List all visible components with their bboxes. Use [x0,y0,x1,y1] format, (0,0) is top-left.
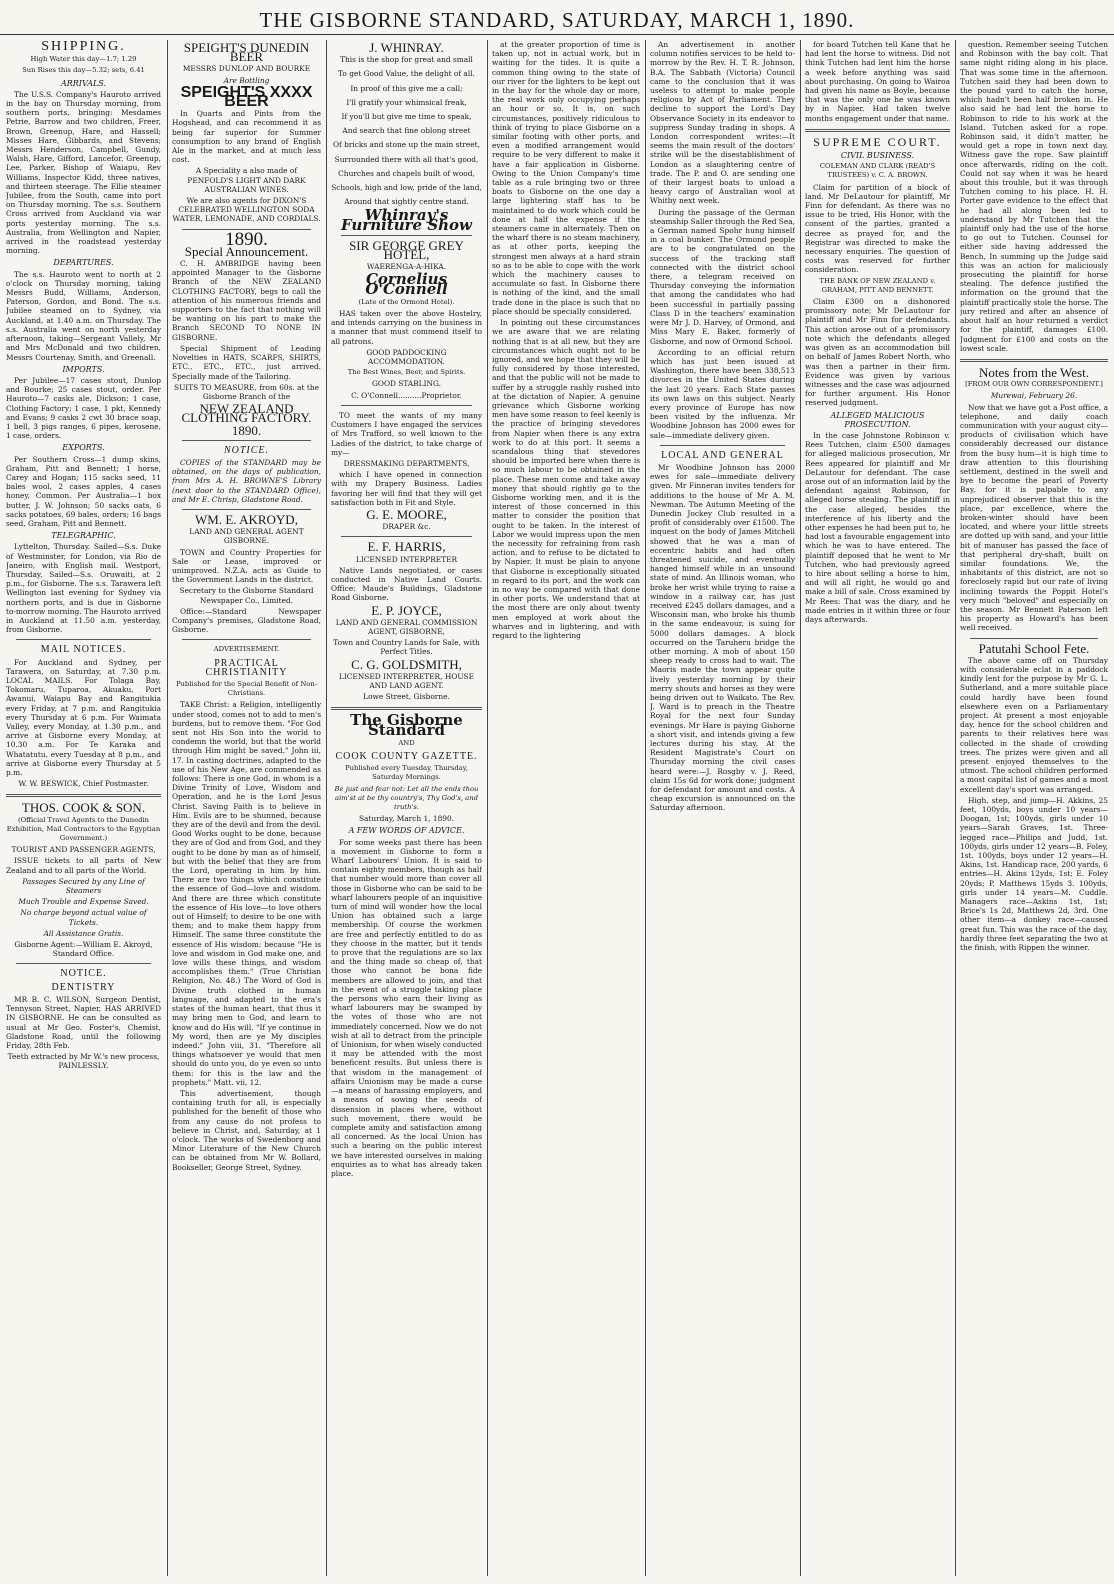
akroyd-name: WM. E. AKROYD, [195,511,298,527]
column-rule [955,40,956,1576]
dentistry-tail: Teeth extracted by Mr W.'s new process, PAINLESSLY. [7,1052,160,1071]
advice-body: For some weeks past there has been a movement in Gisborne to form a Wharf Labourers' Union. It is said to contain eighty members, though as half that number would more than cover all those in Gisborne who can be said to be wharf labourers people of an inquisitive turn of mind will wonder how the local Union has obtained such a large membership. Of course the workmen are free and perfectly entitled to do as they choose in the matter, but it tends to prove that the regulations are so lax and the thing made so cheap of, that those who cannot be bona fide members are allowed to join, and that in the event of a struggle taking place the persons who earn their living as wharf labourers may be swamped by the votes of those who are not immediately concerned. Now we do not wish at all to detract from the principle of Unionism, for when wisely conducted it may be attended with the most beneficent results. But unless there is that wisdom in the management of affairs Unionism may be made a curse—a means of harassing employers, and a means of sowing the seeds of dissension in places where, without such movement, there would be complete amity and satisfaction among all concerned. As the local Union has such a bearing on the public interest we have interested ourselves in making enquiries as to what has already taken place. [331,837,482,1178]
civil-body: Claim for partition of a block of land. Mr DeLautour for plaintiff, Mr Finn for defendant. As there was no issue to be tried, His Honor, with the consent of the parties, granted a decree as prayed for, and the Registrar was directed to make the necessary enquiries. The question of costs was reserved for further consideration. [805,182,950,275]
speight-body: In Quarts and Pints from the Hogshead, and can recommend it as being far superior for Summer consumption to any brand of English Ale in the market, and at much less cost. [172,109,321,165]
poem-line: Churches and chapels built of wood, [338,168,475,178]
column-rule [167,40,168,1576]
article-body-1: at the greater proportion of time is taken up, not in actual work, but in waiting for the tides. It is quite a common thing owing to the state of our river for the lighters to be kept out in the bay for the whole day or more, the real work only occupying perhaps an hour or so. It is, on such circumstances, positively ridiculous to think of trying to place Gisborne on a similar footing with other ports, and even a modified arrangement would require to be very different to make it have a fair application in Gisborne. Owing to the Union Company's time table as a rule bringing two or three boats to Gisborne on the one day a large lightering staff has to be maintained to do work which could be done at half the expense if the steamers came in alternately. Then on the wharf there is no steam machinery, as at other ports, keeping the strongest men always at a hard strain so as to be able to cope with the work which the machinery causes to accumulate so fast. In Gisborne there is nothing of the kind, and the small trade done in the place is such that no place should be specially considered. [492,40,640,316]
trafford-text-2: which I have opened in connection with my Drapery Business. Ladies favoring her will find that they will get satisfaction both in Fit and Style. [331,470,482,507]
speight-big-title: SPEIGHT'S XXXX BEER [180,83,313,111]
exports-heading: EXPORTS. [62,443,105,453]
notice-body: COPIES of the STANDARD may be obtained, on the days of publication, from Mrs A. H. BROWNE'S Library (next door to the STANDARD Office), and Mr E. Chrisp, Gladstone Road. [172,457,321,504]
notes-heading: Notes from the West. [979,364,1089,380]
paper-subtitle: COOK COUNTY GAZETTE. [335,750,478,762]
arrivals-heading: ARRIVALS. [60,78,107,88]
speight-heading: SPEIGHT'S DUNEDIN BEER [183,40,310,65]
paddocking: GOOD PADDOCKING ACCOMMODATION. [366,347,447,367]
news-body-3: According to an official return which has just been issued at Washington, there have been 338,513 divorces in the United States during the last 20 years. Each State passes its own laws on this subject. Nearly every province of Europe has now been visited by the influenza. Mr Woodbine Johnson has 2000 ewes for sale—immediate delivery given. [650,347,795,440]
practical-body: TAKE Christ: a Religion, intelligently under stood, comes not to add to men's burdens, but to remove them. "For God sent not His Son into the world to condemn the world, but that the world through Him might be saved." John iii, 17. In casting doctrines, adapted to the use of his New Age, are commended as follows: There is one God, in whom is a Divine Trinity of Love, Wisdom and Operation, and he is the Lord Jesus Christ. Saving Faith is to believe in Him. Evils are to be shunned, because they are of the devil and from the devil. Good Works ought to be done, because they are of God and from God, and they ought to be done by man as of himself, but with the belief that they are from the Lord, operating in him by him. There are two things which constitute the essence of God—love and wisdom. And there are three which constitute the essence of His love—to love others out of Himself; to desire to be one with them; and to make them happy from Himself. The same three constitute the essence of His wisdom: because "He is love and wisdom in God make one, and love wills these things, and wisdom accomplishes them." (True Christian Religion, No. 48.) The Word of God is Divine truth clothed in human language, and adapted to the era's states of the human heart, that thus it may bring men to God, and learn to know and do His will. "If ye continue in My word, then are ye My disciples indeed." John viii, 31. "Therefore all things whatsoever ye would that men should do unto you, do ye even so unto them: for this is the law and the prophets." Matt. vii, 12. [172,700,321,1087]
ambridge-text: C. H. AMBRIDGE having been appointed Manager to the Gisborne Branch of the NEW ZEALAND CLOTHING FACTORY, begs to call the attention of his numerous friends and supporters to the fact that nothing will be wanting on his part to make the Branch SECOND TO NONE IN GISBORNE. [172,259,321,342]
divider [16,963,151,964]
column-rule [326,40,327,1576]
masthead-title: THE GISBORNE STANDARD, SATURDAY, MARCH 1, 1890. [259,8,855,32]
departures-heading: DEPARTURES. [53,258,114,268]
goldsmith-name: C. G. GOLDSMITH, [351,656,462,672]
cook-subtitle: (Official Travel Agents to the Dunedin Exhibition, Mail Contractors to the Egyptian Government.) [6,815,161,843]
best-wines: The Best Wines, Beer, and Spirits. [347,368,466,377]
nzcf-title: NEW ZEALAND CLOTHING FACTORY. [181,401,312,426]
divider [341,405,472,406]
dressmaking: DRESSMAKING DEPARTMENTS, [343,458,470,468]
poem-line: To get Good Value, the delight of all. [338,69,475,79]
whinray-poem [331,55,482,206]
column-6 [805,40,950,1576]
speight-wines: A Speciality a also made of PENFOLD'S LIGHT AND DARK AUSTRALIAN WINES. [187,166,306,194]
speight-agents: We are also agents for DIXON'S CELEBRATED WELLINGTON SODA WATER, LEMONADE, AND CORDIALS. [172,196,321,224]
notice-heading-2: NOTICE. [223,444,270,456]
notice-heading: NOTICE. [60,968,107,980]
article-body-2: In pointing out these circumstances we are aware that we are relating nothing that is at all new, but they are circumstances which ought not to be ignored, and we hope that they will be fully considered by those interested, and that the public will not be made to suffer by a struggle rashly rushed into at the dictation of Napier. A genuine grievance which Gisborne working men have some reason to feel keenly is the practice of bringing stevedores from Napier when there is any extra work to do at this port. It seems a scandalous thing that stevedores should be imported here when there is so much labour to be obtained in the place. These men come and take away money that should rightly go to the Gisborne working men, and it is the interest of those concerned in this matter to consider the position that ought to be taken. In the interest of Labor we would impress upon the men the necessity for refraining from rash action, and to refuse to be dictated to by Napier. It must be plain to anyone that Gisborne is exceptionally situated in regard to its port, and the work can in no way be compared with that done in other ports. We understand that at the most there are only about twenty men employed at work about the wharves and in lightering, and with regard to the lightering [492,318,640,640]
column-1 [6,40,161,1576]
mail-text: For Auckland and Sydney, per Tarawera, on Saturday, at 7.30 p.m. LOCAL MAILS. For Tolaga Bay, Tokomaru, Tuparoa, Akuaku, Port Awanui, Waiapu Bay and Rangitukia every Friday, at 7 p.m. and Rangitukia every Thursday at 6 p.m. For Waimata Valley, every Monday, at 1.30 p.m., and arrive at Gisborne every Monday, at 10.30 a.m. For Te Karaka and Whatatutu, every Tuesday at 8 p.m., and arrive at Gisborne every Thursday at 5 p.m. [6,657,161,778]
dentistry-heading: DENTISTRY [51,981,116,993]
supreme-court-heading: SUPREME COURT. [813,134,942,149]
column-rule [487,40,488,1576]
goldsmith-title: LICENSED INTERPRETER, HOUSE AND LAND AGENT. [338,671,475,690]
tides-line: High Water this day—1.7; 1.29 [30,55,137,64]
cook-line-2: Much Trouble and Expense Saved. [18,897,149,907]
cook-line-1: Passages Secured by any Line of Steamers [22,876,145,896]
practical-foot: This advertisement, though containing truth for all, is especially published for the benefit of those who from any cause do not profess to believe in Christ, and, Saturday, at 1 o'clock. The works of Swedenborg and Minor Literature of the New Church can be obtained from Mr W. Bollard, Bookseller, George Street, Sydney. [172,1088,321,1172]
special-announcement: Special Announcement. [184,243,309,259]
harris-body: Native Lands negotiated, or cases conducted in Native Land Courts. Office: Maude's Buildings, Gladstone Road Gisborne. [331,565,482,603]
news-body-1: An advertisement in another column notifies services to be held to-morrow by the Rev. H. T. R. Johnson, B.A. The Sabbath (Victoria) Council came to the conclusion that it was useless to attempt to make people religious by Act of Parliament. They decline to support the Lord's Day Observance Society in its endeavor to suppress Sunday trading in shops. A London correspondent writes:—It seems the main result of the doctors' strike will be the disestablishment of London as a slaughtering centre of trade. The P. and O. are sending one of their largest boats to unload a heavy cargo of Australian wool at Whitby next week. [650,40,795,206]
moore-title: DRAPER &c. [382,522,431,532]
mail-signature: W. W. BESWICK, Chief Postmaster. [18,779,149,789]
akroyd-body: TOWN and Country Properties for Sale or Lease, improved or unimproved. N.Z.A. acts as Guide to the Government Lands in the district. [172,547,321,585]
bank-case: THE BANK OF NEW ZEALAND v. GRAHAM, PITT AND BENNETT. [819,276,936,294]
goldsmith-address: Lowe Street, Gisborne. [363,692,450,702]
moore-name: G. E. MOORE, [366,506,447,522]
column-2 [172,40,321,1576]
court-body-1: for board Tutchen tell Kane that he had lent the horse to witness. Did not think Tutchen had lent him the horse a week before anything was said about purchasing. On going to Wairoa had given his name as Boyle, because that was the only one he was known by in Napier. Had taken twelve months engagement under that name. [805,40,950,123]
local-heading: LOCAL AND GENERAL [661,449,784,461]
year-heading: 1890. [225,228,268,250]
news-body-2: During the passage of the German steamship Saller through the Red Sea, a German named Spohr hung himself in a coal bunker. The Ormond people are to be congratulated on the success of the tracking staff connected with the district school there, a telegram received on Thursday conveying the information that among the candidates who had been successful in partially passing Class D in the teachers' examination were Mr J. D. Harvey, of Ormond, and Miss Mary E. Baker, formerly of Gisborne, and now of Ormond School. [650,207,795,346]
notes-place: Murewai, February 26. [990,391,1078,401]
harris-title: LICENSED INTERPRETER [355,554,458,564]
divider [16,639,151,640]
divider [960,359,1108,362]
alleged-body: In the case Johnstone Robinson v. Rees Tutchen, claim £500 damages for alleged malicious prosecution, Mr Rees appeared for plaintiff and Mr DeLautour for defendant. The case arose out of an information laid by the defendant against Robinson, for alleged horse stealing. The plaintiff in the case alleged, besides the interference of his liberty and the other expenses he had been put to, he had lost a favourable engagement into which he was to have entered. The plaintiff deposed that he went to Mr Tutchen, who had previously agreed to hire about selling a horse to him, and will all right, he would go and make a bill of sale. Cross examined by Mr Rees: That was the diary, and he made entries in it within three or four days afterwards. [805,430,950,624]
imports-heading: IMPORTS. [62,364,105,374]
poem-line: Of bricks and stone up the main street, [332,140,480,150]
column-5 [650,40,795,1576]
column-rule [645,40,646,1576]
cook-body: ISSUE tickets to all parts of New Zealand and to all parts of the World. [6,856,161,875]
poem-line: Around that sightly centre stand. [344,197,469,207]
sun-line: Sun Rises this day—5.32; sets, 6.41 [22,66,145,75]
speight-messrs: MESSRS DUNLOP AND BOURKE [182,64,311,74]
alleged-heading: ALLEGED MALICIOUS PROSECUTION. [830,410,925,429]
civil-case: COLEMAN AND CLARK (READ'S TRUSTEES) v. C. A. BROWN. [819,162,936,180]
divider [341,536,472,537]
court-body-2: question. Remember seeing Tutchen and Robinson with the bay colt. That same night riding along in his place. That was some time in the afternoon. Tutchen said they had been down to the pound yard to catch the horse, which hadn't been half broken in. He also said he had lent the horse to Robinson to ride to his work at the Island. Tutchen asked for a rope. Robinson said, it didn't matter, he would get a rope in town next day. Witness gave the rope. Saw plaintiff once afterwards, riding on the colt. Could not say when it was he heard about this trouble, but it was through Tutchen coming to his place. H. H. Porter gave evidence to the effect that he had all along been led to understand by Mr Tutchen that the plaintiff only had the use of the horse to go out to Tutchen. Counsel for either side having addressed the Bench, In summing up the Judge said this was an action for maliciously prosecuting the plaintiff for horse stealing. The defence justified the information on the ground that the plaintiff practically stole the horse. The jury retired and after an absence of about half an hour returned a verdict for the plaintiff, damages £100. Judgment for £100 and costs on the lowest scale. [960,40,1108,353]
notes-body: Now that we have got a Post office, a telephone, and daily coach communication with your august city—products of civilisation which have considerably decreased our distance from the busy hum—it is high time to draw attention to this flourishing settlement, destined in the swell and bye to become the pearl of Poverty Bay, for it is palpable to any unprejudiced observer that this is the place, par excellence, where the broken-winter should have been located, and where your little streets are dotted up with sand, and your little bit of manuser has passed the face of that peripheral dry-shaft, built on similar foundations. We, the inhabitants of this district, are not so foreclosely rapid but our rate of living inclining towards the Poppit Hotel's very much "beloved" and especially on the season. Mr Bennett Paterson left his property as Howard's has been well received. [960,402,1108,633]
local-body: Mr Woodbine Johnson has 2000 ewes for sale—immediate delivery given. Mr Finneran invites tenders for additions to the house of Mr A. M. Newman. The Autumn Meeting of the Dunedin Jockey Club resulted in a profit of considerably over £1500. The inquest on the body of James Mitchell showed that he was a man of eccentric habits and had often threatened suicide, and eventually hanged himself while in an unsound state of mind. An Illinois woman, who broke her wrist while trying to raise a window in a railway car, has just received £245 dollars damages, and a Wisconsin man, who broke his thumb in the same endeavour, is suing for 5000 dollars damages. A block occurred on the Taruheru bridge the other morning. A mob of about 150 sheep ready to cross had to wait. The Maoris made the town appear quite lively yesterday morning by their merry shouts and horses as they were being driven out to Waikato. The Rev. J. Ward is to preach in the Theatre Royal for the next four Sunday evenings. Mr Hare is paying Gisborne a short visit, and intends giving a few lectures during his stay. At the Resident Magistrate's Court on Thursday morning the civil cases heard were:—J. Rosgby v. J. Reed, claim 15s 6d for work done; judgment for defendant for amount and costs. A cheap excursion is announced on the Saturday afternoon. [650,462,795,813]
poem-line: And search that fine oblong street [342,126,471,136]
paper-title: The Gisborne Standard [350,711,463,739]
divider [970,638,1098,639]
bank-body: Claim £300 on a dishonored promissory note; Mr DeLautour for plaintiff and Mr Finn for defendants. This action arose out of a promissory note which the defendants alleged was given as an accommodation bill on behalf of James Robert North, who was then a partner in their firm. Evidence was given by various witnesses and the case was adjourned for further argument. His Honor reserved judgment. [805,297,950,408]
column-3 [331,40,482,1576]
paper-and: AND [398,738,415,747]
exports-text: Per Southern Cross—1 dump skins, Graham, Pitt and Bennett; 1 horse, Carey and Hogan; 115 sacks seed, 11 bales wool, 2 cases apples, 4 cases honey, Common. Per Australia—1 box butter, J. W. Johnson; 50 sacks oats, 6 sacks potatoes, 69 bales, orders; 16 bags seed, Graham, Pitt and Bennett. [6,454,161,528]
divider [6,794,161,797]
divider [660,445,785,446]
cook-line-3: No charge beyond actual value of Tickets. [20,908,147,927]
poem-line: Schools, high and low, pride of the land, [331,183,482,193]
harris-name: E. F. HARRIS, [367,539,446,555]
masthead [0,0,1114,35]
published-line: Published every Tuesday, Thursday, Saturday Mornings. [345,764,468,782]
advice-heading: A FEW WORDS OF ADVICE. [348,826,465,836]
joyce-title: LAND AND GENERAL COMMISSION AGENT, GISBORNE, [335,617,478,636]
ambridge-text-2: Special Shipment of Leading Novelties in HATS, SCARFS, SHIRTS, ETC., ETC., ETC., just arrived. Specially made of the Tailoring. [172,343,321,381]
advertisement-label: ADVERTISEMENT. [213,645,280,654]
akroyd-title: LAND AND GENERAL AGENT GISBORNE. [189,527,304,546]
divider [341,235,472,236]
stabling: GOOD STABLING. [372,379,441,389]
cook-tourist: TOURIST AND PASSENGER AGENTS, [11,845,156,855]
practical-heading: PRACTICAL CHRISTIANITY [205,657,288,678]
school-heading: Patutahi School Fete. [978,640,1090,656]
poem-line: If you'll but give me time to speak, [341,112,472,122]
dentistry-body: MR B. C. WILSON, Surgeon Dentist, Tennyson Street, Napier, HAS ARRIVED IN GISBORNE. He can be consulted as usual at Mr Geo. Foster's, Chemist, Gladstone Road, until the following Friday, 28th Feb. [6,994,161,1050]
column-7 [960,40,1108,1576]
telegraphic-heading: TELEGRAPHIC. [51,531,116,541]
arrivals-text: The U.S.S. Company's Hauroto arrived in the bay on Thursday morning, from southern ports, bringing: Mesdames Petrie, Barrow and two children, Freer, Brown, Greenup, Hare, and Hassell; Misses Hare, Gibbards, and Stevens; Messrs Henderson, Campbell, Gundy, Walsh, Hare, Gifford, Lancefor, Greenup, Lee, Parker, Bishop of Waiapu, Rev Williams, Inspector Kidd, three natives, and thirteen steerage. The Ellie steamer Jubilee, from the South, came into port on Thursday morning. The s.s. Southern Cross arrived from Auckland via war ports yesterday morning. The s.s. Australia, from Wellington and Napier, arrived in the roadstead yesterday morning. [6,89,161,256]
school-body: The above came off on Thursday with considerable eclat in a paddock kindly lent for the purpose by Mr G. L. Sutherland, and a more suitable place could hardly have been found elsewhere even on a Parliamentary project. At present a most enjoyable day, hence for the school children and parents to their relatives here was collected in the shade of crowding trees. The prizes were given and all present enjoyed themselves to the utmost. The school children performed a most capital list of games and a most excellent day's sport was arranged. [960,655,1108,794]
motto: Be just and fear not: Let all the ends thou aim'st at be thy country's, Thy God's, and truth's. [334,784,479,811]
furniture-show: Whinray's Furniture Show [341,206,472,234]
telegraphic-text: Lyttelton, Thursday. Sailed—S.s. Duke of Westminster, for London, via Rio de Janeiro, with English mail. Westport, Thursday. Sailed—S.s. Oruwaiti, at 2 p.m., for Gisborne. The s.s. Tarawera left Wellington last evening for Sydney via northern ports, and is due in Gisborne to-morrow morning. The Hauroto arrived in Auckland at 11.50 a.m. yesterday, from Gisborne. [6,542,161,635]
departures-text: The s.s. Hauroto went to north at 2 o'clock on Thursday morning, taking Messrs Budd, Williams, Anderson, Paterson, Gordon, and Bond. The s.s. Jubilee steamed on to Sydney, via Auckland, at 1.40 a.m. on Thursday. The s.s. Australia went on north yesterday afternoon, taking—Sergeant Vallely, Mr and Mrs McDonald and two children, Messrs Courtenay, Smith, and Greenall. [6,269,161,362]
akroyd-secretary: Secretary to the Gisborne Standard Newspaper Co., Limited. [179,586,314,605]
hotel-name: SIR GEORGE GREY HOTEL, [349,237,464,263]
poem-line: In proof of this give me a call; [350,83,463,93]
proprietor: C. O'Connell..........Proprietor. [351,390,462,400]
divider [331,707,482,710]
joyce-name: E. P. JOYCE, [371,602,442,618]
school-results: High, step, and jump—H. Akkins, 25 feet, 100yds, boys under 10 years—Doogan, 1st; 100yds, girls under 10 years—Sarah Graves, 1st. Three-legged race—Philips and Judd, 1st. 100yds, girls under 12 years—B. Foley, 1st. 100yds, boys under 12 years—H. Akins, 1st. Handicap race, 200 yards, 6 entries—H. Akins 12yds, 1st; E. Foley 20yds; P. Matthews 15yds 3. 100yds, girls under 14 years—M. Cuddle. Managers race—Askins 1st, 1st; Brice's 1s 2d, Matthews 2d, 3rd. One other item—a donkey race—caused great fun. This was the race of the day, hardly three feet separating the two at the finish, with Rippen the winner. [960,795,1108,953]
oconnell-body: HAS taken over the above Hostelry, and intends carrying on the business in a manner that must commend itself to all patrons. [331,309,482,346]
poem-line: This is the shop for great and small [340,55,473,65]
issue-date: Saturday, March 1, 1890. [358,814,455,824]
mail-heading: MAIL NOTICES. [40,644,127,656]
divider [182,440,311,441]
divider [182,639,311,640]
oconnell-name: Cornelius O'Connell [365,270,448,298]
practical-subtitle: Published for the Special Benefit of Non-Christians. [175,679,318,698]
speight-are: Are Bottling [223,75,270,85]
trafford-text: TO meet the wants of my many Customers I have engaged the services of Mrs Trafford, so well known to the Ladies of the district, to take charge of my— [331,410,482,457]
civil-heading: CIVIL BUSINESS. [840,151,915,161]
notes-from: [FROM OUR OWN CORRESPONDENT.] [965,380,1103,389]
shipping-heading: SHIPPING. [41,40,126,54]
whinray-heading: J. WHINRAY. [369,40,444,55]
akroyd-office: Office:—Standard Newspaper Company's premises, Gladstone Road, Gisborne. [172,606,321,635]
cook-agent: Gisborne Agent:—William E. Akroyd, Standard Office. [14,940,153,959]
cook-line-4: All Assistance Gratis. [43,928,124,938]
divider [805,129,950,132]
year-heading-2: 1890. [231,422,262,438]
poem-line: I'll gratify your whimsical freak, [346,97,467,107]
cook-heading: THOS. COOK & SON. [21,800,146,816]
imports-text: Per Jubilee—17 cases stout, Dunlop and Bourke; 25 cases stout, order. Per Hauroto—7 casks ale, Dickson; 1 case, Clothing Factory; 1 case, 1 pkt, Kennedy and Evans; 9 casks 2 cwt 30 brace soap, 1 bell, 3 pigs ranges, 6 pipes, kerosene, 1 case, orders. [6,375,161,441]
joyce-body: Town and Country Lands for Sale, with Perfect Titles. [333,638,480,657]
oconnell-late: (Late of the Ormond Hotel). [358,297,455,306]
divider [182,509,311,510]
poem-line: Surrounded there with all that's good, [334,154,479,164]
hotel-place: WAERENGA-A-HIKA. [366,262,447,272]
column-4 [492,40,640,1576]
suits-line: SUITS TO MEASURE, from 60s. at the Gisborne Branch of the [174,382,319,401]
column-rule [800,40,801,1576]
